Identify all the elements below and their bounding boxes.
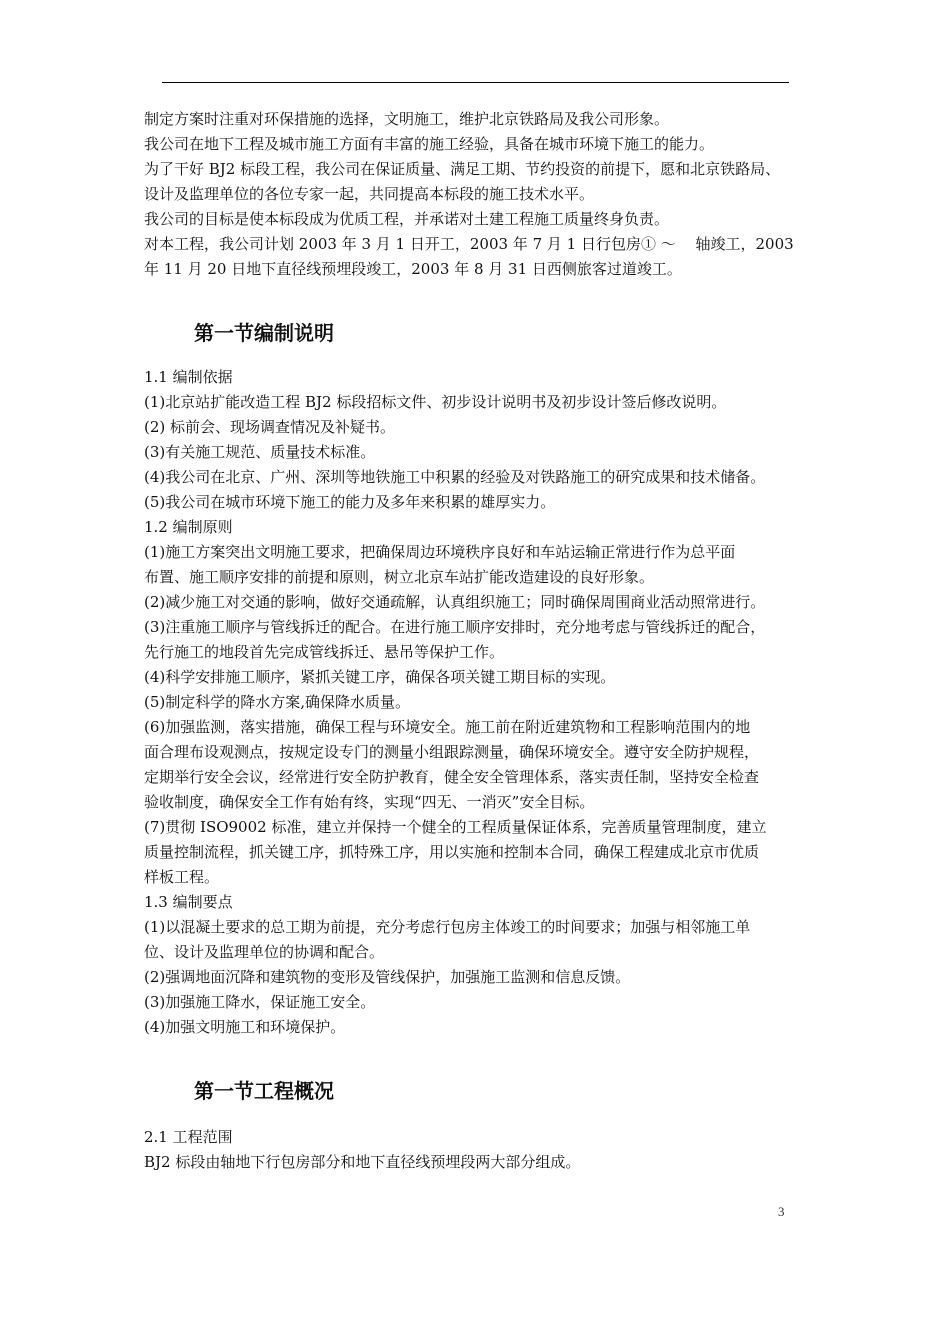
text-line: (7)贯彻 ISO9002 标准，建立并保持一个健全的工程质量保证体系，完善质量管理制度，建立 xyxy=(144,818,767,836)
section-heading-compilation: 第一节编制说明 xyxy=(194,321,334,345)
text-line: 布置、施工顺序安排的前提和原则，树立北京车站扩能改造建设的良好形象。 xyxy=(144,568,655,586)
text-line: (2)减少施工对交通的影响，做好交通疏解，认真组织施工；同时确保周围商业活动照常进行。 xyxy=(144,593,766,611)
text-line: (3)加强施工降水，保证施工安全。 xyxy=(144,993,376,1011)
text-line: (5)制定科学的降水方案,确保降水质量。 xyxy=(144,693,411,711)
document-body xyxy=(144,107,824,1175)
text-line: 为了干好 BJ2 标段工程，我公司在保证质量、满足工期、节约投资的前提下，愿和北京铁路局、 xyxy=(144,160,781,178)
text-line: (5)我公司在城市环境下施工的能力及多年来积累的雄厚实力。 xyxy=(144,493,556,511)
subsection-title: 1.3 编制要点 xyxy=(144,893,233,911)
section-compilation-body xyxy=(144,365,824,1040)
text-line: 年 11 月 20 日地下直径线预埋段竣工，2003 年 8 月 31 日西侧旅客过道竣工。 xyxy=(144,260,682,278)
text-line: 制定方案时注重对环保措施的选择，文明施工，维护北京铁路局及我公司形象。 xyxy=(144,110,670,128)
text-line: 设计及监理单位的各位专家一起，共同提高本标段的施工技术水平。 xyxy=(144,185,595,203)
text-line: (1)以混凝土要求的总工期为前提，充分考虑行包房主体竣工的时间要求；加强与相邻施工单 xyxy=(144,918,751,936)
text-line: (2) 标前会、现场调查情况及补疑书。 xyxy=(144,418,396,436)
text-line: 定期举行安全会议，经常进行安全防护教育，健全安全管理体系，落实责任制，坚持安全检查 xyxy=(144,768,760,786)
text-line: 我公司在地下工程及城市施工方面有丰富的施工经验，具备在城市环境下施工的能力。 xyxy=(144,135,715,153)
text-line: 我公司的目标是使本标段成为优质工程，并承诺对土建工程施工质量终身负责。 xyxy=(144,210,670,228)
text-line: (4)科学安排施工顺序，紧抓关键工序，确保各项关键工期目标的实现。 xyxy=(144,668,616,686)
subsection-title: 1.2 编制原则 xyxy=(144,518,233,536)
text-line: 样板工程。 xyxy=(144,868,220,886)
subsection-title: 1.1 编制依据 xyxy=(144,368,233,386)
text-line: (4)我公司在北京、广州、深圳等地铁施工中积累的经验及对铁路施工的研究成果和技术储备。 xyxy=(144,468,766,486)
section-overview-body xyxy=(144,1125,824,1175)
text-line: 对本工程，我公司计划 2003 年 3 月 1 日开工，2003 年 7 月 1 日行包房① ～ 轴竣工，2003 xyxy=(144,235,794,253)
text-line: (6)加强监测，落实措施，确保工程与环境安全。施工前在附近建筑物和工程影响范围内的地 xyxy=(144,718,751,736)
text-line: (2)强调地面沉降和建筑物的变形及管线保护，加强施工监测和信息反馈。 xyxy=(144,968,631,986)
text-line: (1)北京站扩能改造工程 BJ2 标段招标文件、初步设计说明书及初步设计签后修改说明。 xyxy=(144,393,727,411)
text-line: BJ2 标段由轴地下行包房部分和地下直径线预埋段两大部分组成。 xyxy=(144,1153,581,1171)
text-line: 面合理布设观测点，按规定设专门的测量小组跟踪测量，确保环境安全。遵守安全防护规程， xyxy=(144,743,760,761)
text-line: (4)加强文明施工和环境保护。 xyxy=(144,1018,346,1036)
subsection-title: 2.1 工程范围 xyxy=(144,1128,233,1146)
text-line: 先行施工的地段首先完成管线拆迁、悬吊等保护工作。 xyxy=(144,643,505,661)
text-line: 质量控制流程，抓关键工序，抓特殊工序，用以实施和控制本合同，确保工程建成北京市优质 xyxy=(144,843,760,861)
text-line: (3)注重施工顺序与管线拆迁的配合。在进行施工顺序安排时，充分地考虑与管线拆迁的配合， xyxy=(144,618,766,636)
text-line: (3)有关施工规范、质量技术标准。 xyxy=(144,443,376,461)
section-heading-overview: 第一节工程概况 xyxy=(194,1079,334,1103)
header-rule xyxy=(162,82,789,83)
text-line: (1)施工方案突出文明施工要求，把确保周边环境秩序良好和车站运输正常进行作为总平面 xyxy=(144,543,736,561)
text-line: 位、设计及监理单位的协调和配合。 xyxy=(144,943,385,961)
page-number: 3 xyxy=(778,1204,785,1219)
text-line: 验收制度，确保安全工作有始有终，实现“四无、一消灭”安全目标。 xyxy=(144,793,595,811)
intro-paragraphs xyxy=(144,107,824,282)
